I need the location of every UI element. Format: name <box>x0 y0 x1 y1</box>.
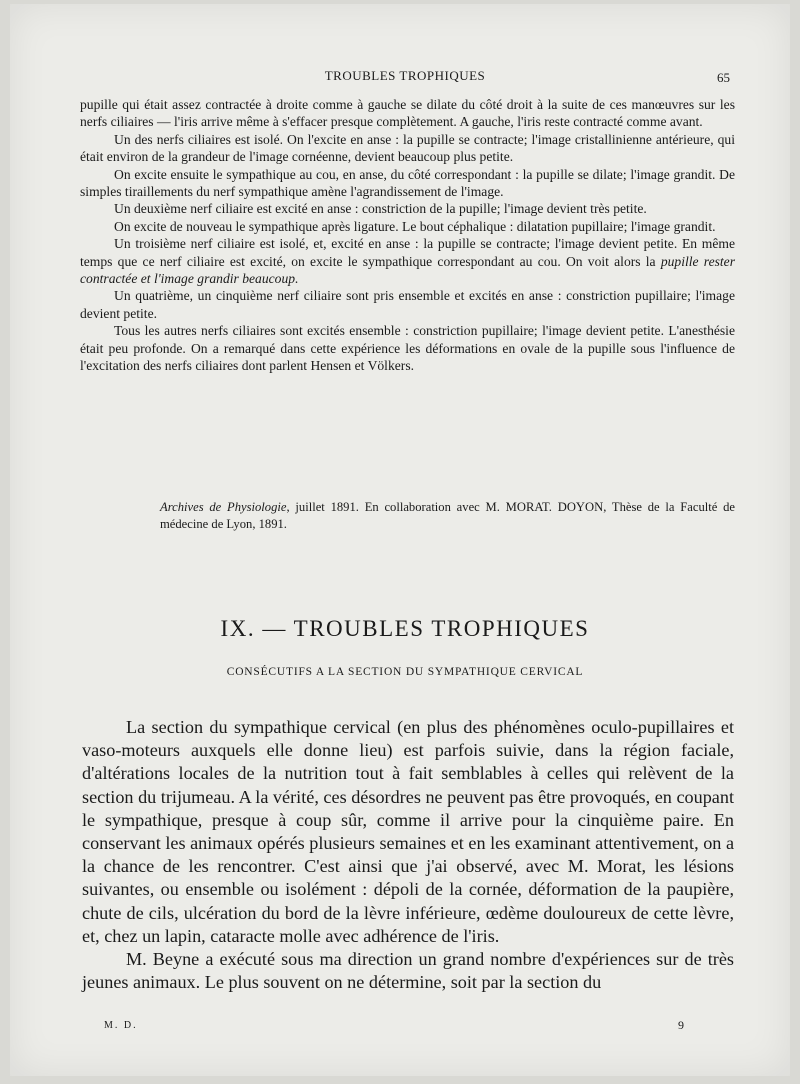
sheet-number: 9 <box>678 1018 684 1032</box>
paragraph: On excite ensuite le sympathique au cou, en anse, du côté correspondant : la pupille se dilate; l'image grandit. De simples tiraillements du nerf sympathique amène l'agrandissement de l'image. <box>80 166 735 200</box>
paragraph: On excite de nouveau le sympathique après ligature. Le bout céphalique : dilatation pupillaire; l'image grandit. <box>114 218 716 234</box>
paragraph-with-italic <box>80 235 735 287</box>
book-page <box>10 4 790 1076</box>
section-subtitle: CONSÉCUTIFS A LA SECTION DU SYMPATHIQUE CERVICAL <box>226 666 584 678</box>
paragraph: La section du sympathique cervical (en plus des phénomènes oculo-pupillaires et vaso-moteurs auxquels elle donne lieu) est parfois suivie, dans la région faciale, d'altérations locales de la nutrition tout à fait semblables à celles qui relèvent de la section du trijumeau. A la vérité, ces désordres ne peuvent pas être provoqués, en coupant le sympathique, presque à coup sûr, comme il arrive pour la cinquième paire. En conservant les animaux opérés plusieurs semaines et en les examinant attentivement, on a la chance de les rencontrer. C'est ainsi que j'ai observé, avec M. Morat, les lésions suivantes, ou ensemble ou isolément : dépoli de la cornée, déformation de la paupière, chute de cils, ulcération du bord de la lèvre inférieure, œdème douloureux de cette lèvre, et, chez un lapin, cataracte molle avec adhérence de l'iris. <box>82 717 735 946</box>
paragraph: Un quatrième, un cinquième nerf ciliaire sont pris ensemble et excités en anse : constriction pupillaire; l'image devient petite. <box>80 288 735 321</box>
experiment-notes <box>80 96 735 375</box>
running-title: TROUBLES TROPHIQUES <box>324 68 486 83</box>
paragraph-text: Un troisième nerf ciliaire est isolé, et, excité en anse : la pupille se contracte; l'image devient petite. En même temps que ce nerf ciliaire est excité, on excite le sympathique correspondant au cou. On voit alors la <box>80 236 735 269</box>
journal-title: Archives de Physiologie <box>160 500 287 514</box>
page-number: 65 <box>717 70 730 85</box>
section-body <box>82 716 734 994</box>
paragraph: pupille qui était assez contractée à droite comme à gauche se dilate du côté droit à la suite de ces manœuvres sur les nerfs ciliaires — l'iris arrive même à s'effacer presque complètement. A gauche, l'iris reste contracté comme avant. <box>80 97 735 130</box>
running-head <box>80 68 730 88</box>
paragraph: M. Beyne a exécuté sous ma direction un grand nombre d'expériences sur de très jeunes animaux. Le plus souvent on ne détermine, soit par la section du <box>82 949 734 993</box>
footer-signature: M. D. <box>104 1020 138 1031</box>
citation-text: , juillet 1891. En collaboration avec M. MORAT. DOYON, Thèse de la Faculté de médecine de Lyon, 1891. <box>160 500 735 531</box>
paragraph: Tous les autres nerfs ciliaires sont excités ensemble : constriction pupillaire; l'image devient petite. L'anesthésie était peu profonde. On a remarqué dans cette expérience les déformations en ovale de la pupille sous l'influence de l'excitation des nerfs ciliaires dont parlent Hensen et Völkers. <box>80 323 735 374</box>
section-title: IX. — TROUBLES TROPHIQUES <box>220 616 590 641</box>
italic-phrase: pupille rester contractée et l'image grandir beaucoup. <box>80 253 735 287</box>
citation <box>160 499 735 533</box>
paragraph: Un deuxième nerf ciliaire est excité en anse : constriction de la pupille; l'image devient très petite. <box>114 201 647 217</box>
paragraph: Un des nerfs ciliaires est isolé. On l'excite en anse : la pupille se contracte; l'image cristallinienne antérieure, qui était environ de la grandeur de l'image cornéenne, devient beaucoup plus petite. <box>80 131 735 165</box>
